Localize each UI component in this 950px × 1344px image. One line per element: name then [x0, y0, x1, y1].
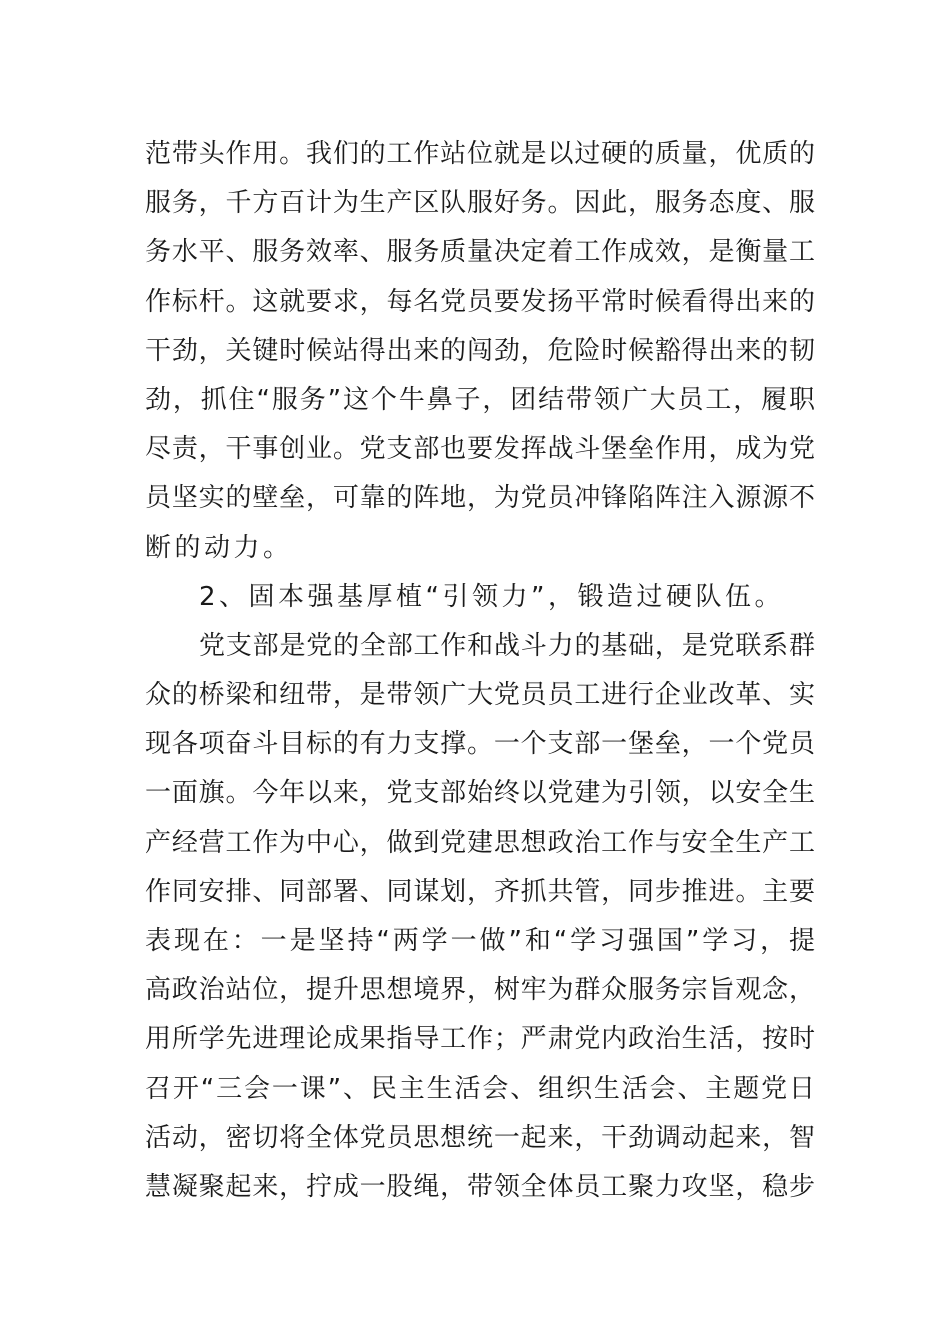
text-line: 劲，抓住“服务”这个牛鼻子，团结带领广大员工，履职 [145, 384, 815, 415]
text-line: 作标杆。这就要求，每名党员要发扬平常时候看得出来的 [145, 286, 815, 317]
text-line: 干劲，关键时候站得出来的闯劲，危险时候豁得出来的韧 [145, 335, 815, 366]
text-line: 员坚实的壁垒，可靠的阵地，为党员冲锋陷阵注入源源不 [145, 483, 815, 514]
text-line: 表现在：一是坚持“两学一做”和“学习强国”学习，提 [145, 926, 815, 956]
text-line: 服务，千方百计为生产区队服好务。因此，服务态度、服 [145, 188, 815, 219]
section-heading: 2、固本强基厚植“引领力”，锻造过硬队伍。 [199, 581, 784, 612]
text-line: 范带头作用。我们的工作站位就是以过硬的质量，优质的 [145, 139, 815, 169]
text-line: 用所学先进理论成果指导工作；严肃党内政治生活，按时 [145, 1024, 815, 1055]
paragraph-first-line: 党支部是党的全部工作和战斗力的基础，是党联系群 [199, 630, 815, 661]
text-line: 断的动力。 [145, 532, 293, 563]
text-line: 尽责，干事创业。党支部也要发挥战斗堡垒作用，成为党 [145, 434, 815, 465]
text-line: 慧凝聚起来，拧成一股绳，带领全体员工聚力攻坚，稳步 [145, 1171, 815, 1202]
text-line: 务水平、服务效率、服务质量决定着工作成效，是衡量工 [145, 237, 815, 268]
body-text [145, 130, 815, 1212]
text-line: 产经营工作为中心，做到党建思想政治工作与安全生产工 [145, 827, 815, 858]
text-line: 高政治站位，提升思想境界，树牢为群众服务宗旨观念， [145, 975, 815, 1006]
text-line: 召开“三会一课”、民主生活会、组织生活会、主题党日 [145, 1073, 815, 1104]
text-line: 一面旗。今年以来，党支部始终以党建为引领，以安全生 [145, 778, 815, 809]
text-line: 作同安排、同部署、同谋划，齐抓共管，同步推进。主要 [145, 876, 815, 907]
text-line: 活动，密切将全体党员思想统一起来，干劲调动起来，智 [145, 1122, 815, 1153]
text-line: 现各项奋斗目标的有力支撑。一个支部一堡垒，一个党员 [145, 729, 815, 760]
text-line: 众的桥梁和纽带，是带领广大党员员工进行企业改革、实 [145, 680, 815, 711]
